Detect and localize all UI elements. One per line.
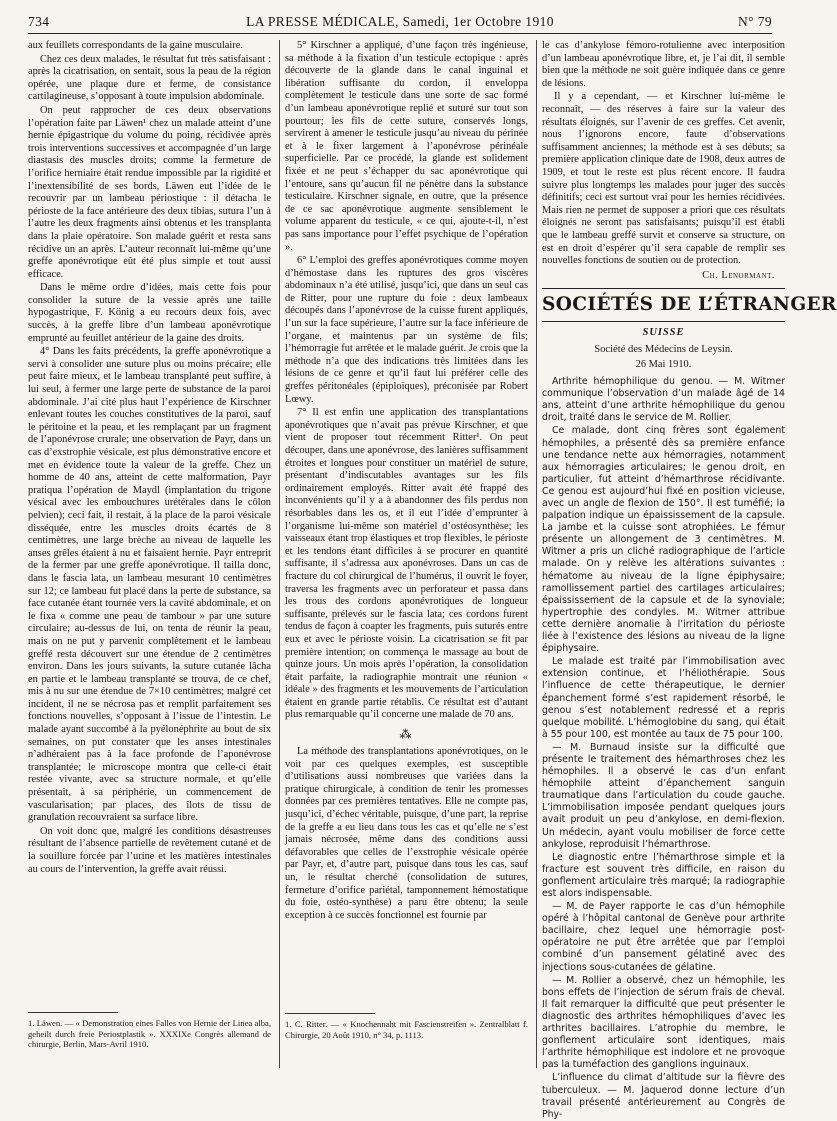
paragraph: La méthode des transplantations aponévrotiques, on le voit par ces quelques exemples, est susceptible d’utilisations aussi nombreuses que variées dans la pratique chirurgicale, à condition de tenir les promesses données par ces premières tentatives. Elle ne compte pas, jusqu’ici, d’échec véritable, puisque, d’une part, la reprise de la greffe a eu lieu dans tous les cas et qu’elle ne s’est jamais nécrosée, même dans des conditions aussi défavorables que celles de l’exstrophie vésicale opérée par Payr, et, d’autre part, puisque dans tous les cas, sauf un, le résultat cherché (consolidation de sutures, fermeture d’orifice pariétal, tamponnement hémostatique du foie, ostéo-synthèse) a paru être obtenu; la seule exception à ce succès fonctionnel est fournie par	[285, 746, 528, 921]
society-report	[542, 376, 785, 1121]
society-heading: Société des Médecins de Leysin.	[594, 343, 733, 355]
meeting-date: 26 Mai 1910.	[635, 359, 692, 371]
column-divider-1	[279, 40, 280, 1068]
paragraph: Chez ces deux malades, le résultat fut très satisfaisant : après la cicatrisation, on sentait, sous la peau de la région opérée, une plaque dure et ferme, de consistance cartilagineuse, s’opposant à toute impulsion abdominale.	[28, 53, 271, 103]
paragraph: le cas d’ankylose fémoro-rotulienne avec interposition d’un lambeau aponévrotique libre, et, je l’ai dit, il semble bien que la méthode ne soit guère indiquée dans ce genre de lésions.	[542, 40, 785, 89]
issue-number: N° 79	[737, 14, 772, 29]
paragraph: Il y a cependant, — et Kirschner lui-même le reconnaît, — des réserves à faire sur la valeur des résultats éloignés, sur l’avenir de ces greffes. Cet avenir, nous l’ignorons encore, faute d’observations suffisamment anciennes; la méthode est à ses débuts; sa première application clinique date de 1908, deux autres de 1909, et tout le reste est plus récent encore. Il faudra suivre plus longtemps les malades pour juger des succès définitifs; ceci est surtout vrai pour les hernies récidivées. Mais rien ne permet de supposer a priori que ces résultats éloignés ne seront pas satisfaisants; puisqu’il est établi que le lambeau greffé survit et conserve sa structure, on est en droit d’espérer qu’il sera capable de remplir ses nouvelles fonctions de soutien ou de protection.	[542, 91, 785, 267]
running-head	[28, 14, 772, 34]
page-number: 734	[28, 14, 50, 29]
section-title: SOCIÉTÉS DE L’ÉTRANGER	[542, 294, 837, 316]
column-divider-2	[536, 40, 537, 1068]
section-rule	[542, 288, 785, 289]
paragraph: Le malade est traité par l’immobilisation avec extension continue, et l’héliothérapie. Sous l’influence de cette thérapeutique, le dernier épanchement formé s’est rapidement résorbé, le genou s’est notablement redressé et a repris quelque mobilité. L’hémoglobine du sang, qui était à 55 pour 100, est montée au taux de 75 pour 100.	[542, 656, 785, 740]
column-left	[28, 40, 271, 1000]
paragraph: 4° Dans les faits précédents, la greffe aponévrotique a servi à consolider une suture plus ou moins précaire; elle peut faire mieux, et le lambeau transplanté peut suffire, à lui seul, à fermer une large perte de substance de la paroi abdominale. J’ai cité plus haut l’expérience de Kirschner enlevant toutes les couches constitutives de la paroi, sauf le péritoine et la peau, et les remplaçant par un fragment de l’aponévrose crurale; une observation de Payr, dans un cas d’exstrophie vésicale, est plus démonstrative encore et met en évidence toute la valeur de la greffe. Chez un homme de 40 ans, atteint de cette malformation, Payr pratiqua l’opération de Maydl (implantation du trigone vésical avec les embouchures urétérales dans le côlon pelvien); ceci fait, il restait, à la place de la paroi vésicale disséquée, entre les muscles droits écartés de 8 centimètres, une large brèche au niveau de laquelle les anses grêles étaient à nu et faisaient hernie. Payr entreprit de la fermer par une greffe aponévrotique. Il tailla donc, dans le fascia lata, un lambeau mesurant 10 centimètres sur 12; ce lambeau fut placé dans la perte de substance, sa face cutanée étant tournée vers la cavité abdominale, et on le fixa « comme une peau de tambour » par une suture circulaire; au-dessus de lui, on tenta de réunir la peau, mais on ne put y parvenir complètement et le lambeau greffé resta découvert sur une étendue de 2 centimètres environ. Dans les jours suivants, la suture cutanée lâcha en partie et le lambeau transplanté se trouva, de ce chef, mis à nu sur une étendue de 7×10 centimètres; malgré cet incident, il ne se nécrosa pas et remplit parfaitement ses fonctions nouvelles, s’opposant à l’issue de l’intestin. Le malade ayant succombé à la pyélonéphrite au bout de six semaines, on put constater que les anses intestinales n’adhéraient pas à la face profonde de l’aponévrose transplantée; le microscope montra que celle-ci était restée vivante, avec sa structure normale, et qu’elle présentait, à sa périphérie, un commencement de vascularisation; par places, des îlots de tissu de granulation recouvraient sa surface libre.	[28, 346, 271, 824]
footnote-left: 1. Läwen. — « Demonstration eines Falles von Hernie der Linea alba, geheilt durch freie Periostplastik ». XXXIXe Congrès allemand de chirurgie, Berlin, Mars-Avril 1910.	[28, 1018, 271, 1050]
section-break-asterism: ⁂	[399, 727, 414, 742]
paragraph: Arthrite hémophilique du genou. — M. Witmer communique l’observation d’un malade âgé de 14 ans, atteint d’une arthrite hémophilique du genou droit, traité dans le service de M. Rollier.	[542, 376, 785, 424]
country-heading: SUISSE	[642, 327, 685, 339]
paragraph: Ce malade, dont cinq frères sont également hémophiles, a présenté dès sa première enfance une tendance nette aux hémorragies, notamment aux hémorragies articulaires; le genou droit, en particulier, fut atteint d’hémarthrose récidivante. Ce genou est aujourd’hui fixé en position vicieuse, avec un angle de flexion de 150°. Il est tuméfié; la palpation indique un épaississement de la capsule. La jambe et la cuisse sont atrophiées. Le fémur présente un allongement de 3 centimètres. M. Witmer a pris un cliché radiographique de l’article malade. On y relève les altérations suivantes : hématome au niveau de la ligne épiphysaire; ramollissement partiel des cartilages articulaires; épaississement de la capsule et de la synoviale; hypertrophie des condyles. M. Witmer attribue cette dernière anomalie à l’irritation du périoste liée à l’existence des lésions au niveau de la ligne épiphysaire.	[542, 425, 785, 655]
paragraph: L’influence du climat d’altitude sur la fièvre des tuberculeux. — M. Jaquerod donne lecture d’un travail présenté antérieurement au Congrès de Phy-	[542, 1072, 785, 1120]
paragraph: aux feuillets correspondants de la gaine musculaire.	[28, 40, 243, 51]
paragraph: — M. de Payer rapporte le cas d’un hémophile opéré à l’hôpital cantonal de Genève pour arthrite bacillaire, chez lequel une hémorragie post-opératoire ne put être arrêtée que par l’emploi combiné d’un pansement gélatiné avec des injections sous-cutanées de gélatine.	[542, 901, 785, 973]
paragraph: 5° Kirschner a appliqué, d’une façon très ingénieuse, sa méthode à la fixation d’un testicule ectopique : après découverte de la glande dans le canal inguinal et libération suffisante du cordon, il enveloppa complètement le testicule dans une sorte de sac formé d’un lambeau aponévrotique replié et suturé sur tout son pourtour; les fils de cette suture, conservés longs, servirent à amener le testicule jusqu’au niveau du périnée et à le fixer largement à l’aponévrose périnéale superficielle. Par ce procédé, la glande est solidement fixée et ne peut s’échapper du sac aponévrotique qui l’entoure, sans qu’aucun fil ne pénètre dans la substance testiculaire. Kirschner signale, en outre, que la présence de ce sac aponévrotique augmente sensiblement le volume apparent du testicule, « ce qui, ajoute-t-il, n’est pas sans importance pour l’effet psychique de l’opération ».	[285, 40, 528, 253]
paragraph: Dans le même ordre d’idées, mais cette fois pour consolider la suture de la vessie après une taille hypogastrique, F. König a eu recours deux fois, avec succès, à la greffe libre d’un lambeau aponévrotique emprunté au feuillet antérieur de la gaine des droits.	[28, 282, 271, 344]
footnote-rule	[28, 1012, 118, 1013]
paragraph: Le diagnostic entre l’hémarthrose simple et la fracture est souvent très difficile, en raison du gonflement articulaire très marqué; la radiographie est alors indispensable.	[542, 851, 785, 899]
footnote-middle: 1. C. Ritter. — « Knochennaht mit Fascienstreifen ». Zentralblatt f. Chirurgie, 20 Août 1910, n° 34, p. 1113.	[285, 1019, 528, 1040]
author-signature: Ch. Lenormant.	[702, 269, 775, 281]
paragraph: 6° L’emploi des greffes aponévrotiques comme moyen d’hémostase dans les ruptures des gros viscères abdominaux n’a été utilisé, jusqu’ici, que dans un seul cas de Ritter, pour une rupture du foie : deux lambeaux découpés dans l’aponévrose de la cuisse furent appliqués, l’un sur la face supérieure, l’autre sur la face inférieure de l’organe, et maintenus par un système de fils; l’hémorragie fut arrêtée et le malade guérit. Je crois que la méthode n’a que des indications très limitées dans les lésions de ce genre et qu’il faut lui préférer celle des greffes péritonéales (épiploïques), préconisée par Robert Lœwy.	[285, 255, 528, 405]
column-middle	[285, 40, 528, 985]
section-rule	[542, 321, 785, 322]
header-rule	[28, 33, 772, 34]
paragraph: On voit donc que, malgré les conditions désastreuses résultant de l’absence partielle de revêtement cutané et de la souillure forcée par l’urine et les matières intestinales au cours de l’intervention, la greffe avait réussi.	[28, 825, 271, 875]
column-right	[542, 40, 837, 1120]
paragraph: — M. Rollier a observé, chez un hémophile, les bons effets de l’injection de sérum frais de cheval. Il fait remarquer la difficulté que peut présenter le diagnostic des arthrites hémophiliques d’avec les arthrites bacillaires. L’atrophie du membre, le gonflement articulaire sont identiques, mais l’arthrite hémophilique est indolore et ne provoque pas la tuméfaction des ganglions inguinaux.	[542, 974, 785, 1071]
footnote-rule	[285, 1013, 375, 1014]
paragraph: — M. Burnaud insiste sur la difficulté que présente le traitement des hémarthroses chez les hémophiles. Il a observé le cas d’un enfant hémophile atteint d’épanchement sanguin traumatique dans l’articulation du coude gauche. L’immobilisation imposée pendant quelques jours avait produit un peu d’ankylose, en demi-flexion. Un médecin, ayant voulu mobiliser de force cette ankylose, reproduisit l’hémarthrose.	[542, 741, 785, 850]
paragraph: 7° Il est enfin une application des transplantations aponévrotiques que n’avait pas prévue Kirschner, et que vient de proposer tout récemment Ritter¹. On peut découper, dans une aponévrose, des lanières suffisamment étroites et longues pour constituer un matériel de suture, présentant d’indiscutables avantages sur les fils ordinairement employés. Ritter avait été frappé des inconvénients qu’il y a à abandonner des fils perdus non résorbables dans les os, et il eut l’idée d’emprunter à l’organisme lui-même son matériel d’ostéosynthèse; les vaisseaux étant trop élastiques et trop flexibles, le périoste et les tendons étant difficiles à se procurer en quantité suffisante, il s’adressa aux aponévroses. Dans un cas de fracture du col chirurgical de l’humérus, il ouvrit le foyer, traversa les fragments avec un perforateur et passa dans les trous des cordons aponévrotiques de longueur suffisante, prélevés sur le fascia lata; ces cordons furent tendus de façon à coapter les fragments, puis suturés entre eux et avec le périoste voisin. La cicatrisation se fit par première intention; on commença le massage au bout de quinze jours. Un mois après l’opération, la consolidation était parfaite, la radiographie montrait une réunion « idéale » des fragments et les mouvements de l’articulation étaient en grande partie rétablis. Ce résultat est d’autant plus remarquable qu’il concerne une malade de 70 ans.	[285, 407, 528, 721]
journal-title: LA PRESSE MÉDICALE, Samedi, 1er Octobre 1910	[246, 14, 554, 29]
paragraph: On peut rapprocher de ces deux observations l’opération faite par Läwen¹ chez un malade atteint d’une hernie épigastrique du volume du poing, récidivée après trois interventions successives et accompagnée d’un large diastasis des muscles droits; comme la fermeture de l’orifice herniaire était rendue impossible par la rigidité et l’inextensibilité de ses bords, Läwen eut l’idée de le recouvrir par un lambeau périostique : il détacha le périoste de la face antérieure des deux tibias, sutura l’un à l’autre les deux fragments ainsi obtenus et les transplanta dans la plaie opératoire. Son malade guérit et resta sans récidive un an après. L’auteur reconnaît lui-même qu’une greffe aponévrotique eût été plus simple et tout aussi efficace.	[28, 104, 271, 280]
